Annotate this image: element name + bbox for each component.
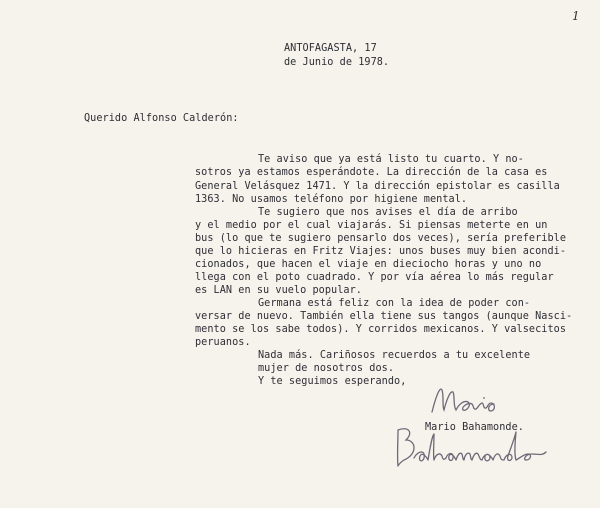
body-line: llega con el poto cuadrado. Y por vía aérea lo más regular bbox=[195, 272, 554, 283]
body-line: bus (lo que te sugiero pensarlo dos veces), sería preferible bbox=[195, 233, 567, 244]
body-line: sotros ya estamos esperándote. La dirección de la casa es bbox=[195, 167, 548, 178]
handwritten-signature-first bbox=[428, 382, 508, 420]
body-line: Te sugiero que nos avises el día de arribo bbox=[258, 207, 518, 218]
body-line: Y te seguimos esperando, bbox=[258, 376, 407, 387]
body-line: y el medio por el cual viajarás. Si piensas meterte en un bbox=[195, 220, 548, 231]
body-line: versar de nuevo. También ella tiene sus tangos (aunque Nasci- bbox=[195, 311, 573, 322]
page-number: 1 bbox=[572, 9, 580, 23]
place-date-line-2: de Junio de 1978. bbox=[284, 57, 390, 68]
place-date-line-1: ANTOFAGASTA, 17 bbox=[284, 43, 377, 54]
body-line: Germana está feliz con la idea de poder con- bbox=[258, 298, 531, 309]
salutation: Querido Alfonso Calderón: bbox=[84, 113, 239, 124]
body-line: cionados, que hacen el viaje en dieciocho horas y uno no bbox=[195, 259, 542, 270]
body-line: Te aviso que ya está listo tu cuarto. Y no- bbox=[258, 154, 524, 165]
typed-signature: Mario Bahamonde. bbox=[425, 422, 524, 433]
body-line: General Velásquez 1471. Y la dirección epistolar es casilla bbox=[195, 181, 560, 192]
body-line: es LAN en su vuelo popular. bbox=[195, 285, 362, 296]
body-line: mujer de nosotros dos. bbox=[258, 363, 395, 374]
body-line: 1363. No usamos teléfono por higiene mental. bbox=[195, 194, 468, 205]
handwritten-signature-last bbox=[392, 418, 562, 474]
body-line: mento se los sabe todos). Y corridos mexicanos. Y valsecitos bbox=[195, 324, 567, 335]
body-line: peruanos. bbox=[195, 337, 251, 348]
body-line: que lo hicieras en Fritz Viajes: unos buses muy bien acondi- bbox=[195, 246, 567, 257]
body-line: Nada más. Cariñosos recuerdos a tu excelente bbox=[258, 350, 531, 361]
